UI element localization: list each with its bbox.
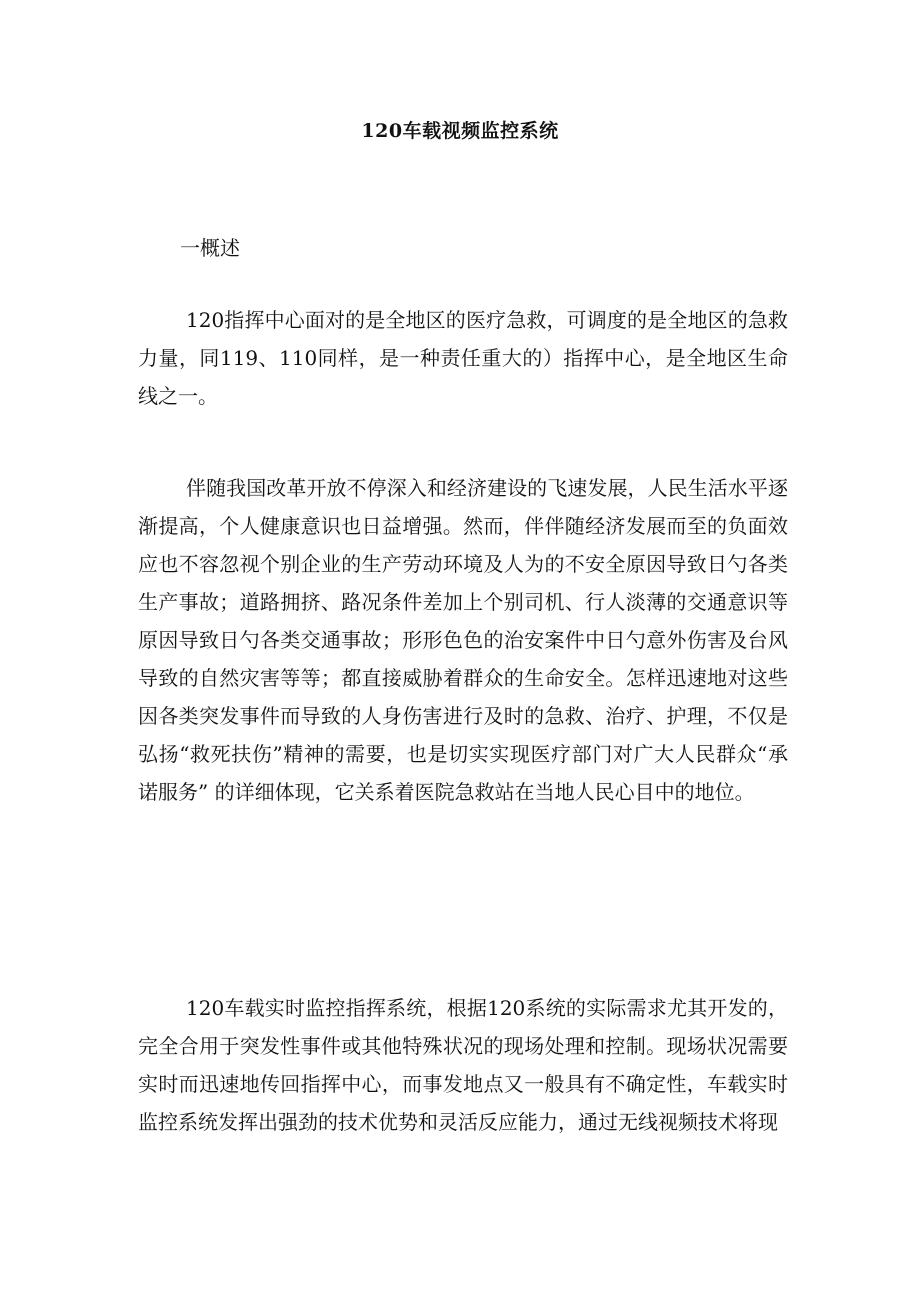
document-title: 120车载视频监控系统 (361, 120, 559, 142)
paragraph-text: 120车载实时监控指挥系统，根据120系统的实际需求尤其开发的，完全合用于突发性事件或其他特殊状况的现场处理和控制。现场状况需要实时而迅速地传回指挥中心，而事发地点又一般具有不确定性，车载实时监控系统发挥出强劲的技术优势和灵活反应能力，通过无线视频技术将现 (138, 996, 788, 1134)
section-heading: 一概述 (180, 236, 240, 260)
paragraph (138, 301, 788, 415)
paragraph (138, 469, 788, 811)
paragraph-text: 120指挥中心面对的是全地区的医疗急救，可调度的是全地区的急救力量，同119、110同样，是一种责任重大的）指挥中心，是全地区生命线之一。 (138, 308, 788, 408)
paragraph-text: 伴随我国改革开放不停深入和经济建设的飞速发展，人民生活水平逐渐提高，个人健康意识也日益增强。然而，伴伴随经济发展而至的负面效应也不容忽视个别企业的生产劳动环境及人为的不安全原因导致日勺各类生产事故；道路拥挤、路况条件差加上个别司机、行人淡薄的交通意识等原因导致日勺各类交通事故；形形色色的治安案件中日勺意外伤害及台风导致的自然灾害等等；都直接威胁着群众的生命安全。怎样迅速地对这些因各类突发事件而导致的人身伤害进行及时的急救、治疗、护理，不仅是弘扬“救死扶伤”精神的需要，也是切实实现医疗部门对广大人民群众“承诺服务” 的详细体现，它关系着医院急救站在当地人民心目中的地位。 (138, 476, 788, 804)
paragraph (138, 989, 788, 1141)
